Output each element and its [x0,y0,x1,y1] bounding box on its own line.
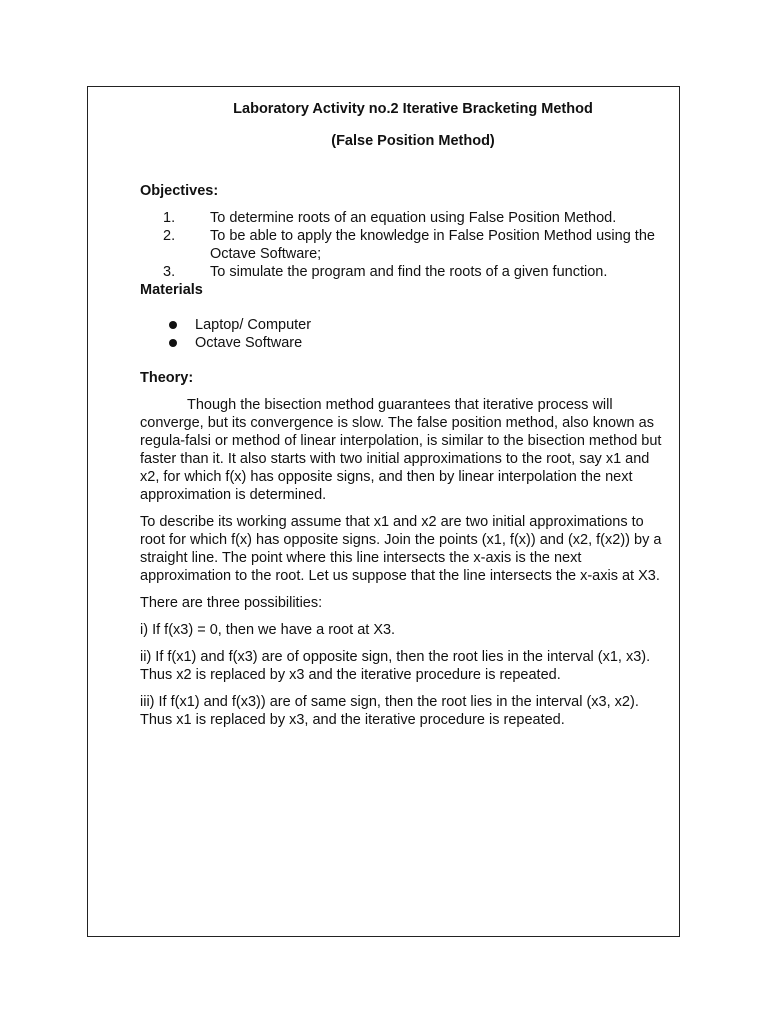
theory-paragraph: There are three possibilities: [140,595,323,611]
objectives-list [140,209,665,281]
theory-paragraph: ii) If f(x1) and f(x3) are of opposite sign, then the root lies in the interval (x1, x3). Thus x2 is replaced by x3 and the iterative procedure is repeated. [140,649,651,683]
materials-heading: Materials [140,282,203,298]
objective-text: To determine roots of an equation using False Position Method. [210,210,617,226]
objective-item [140,263,665,281]
theory-paragraph: To describe its working assume that x1 and x2 are two initial approximations to root for which f(x) has opposite signs. Join the points (x1, f(x)) and (x2, f(x2)) by a straight line. The point where this line intersects the x-axis is the next approximation to the root. Let us suppose that the line intersects the x-axis at X3. [140,514,662,584]
theory-heading: Theory: [140,370,194,386]
page-frame [87,86,680,937]
document-body [140,182,665,738]
objective-item [140,209,665,227]
material-item [140,334,665,352]
objective-number: 1. [163,210,176,226]
objective-number: 3. [163,264,176,280]
material-text: Laptop/ Computer [195,317,312,333]
objectives-heading: Objectives: [140,183,219,199]
theory-paragraph: iii) If f(x1) and f(x3)) are of same sign, then the root lies in the interval (x3, x2). Thus x1 is replaced by x3, and the iterative procedure is repeated. [140,694,639,728]
bullet-icon [169,321,177,329]
materials-list [140,316,665,352]
material-text: Octave Software [195,335,303,351]
objective-text-continued: Octave Software; [210,246,322,262]
theory-paragraph: Though the bisection method guarantees that iterative process will converge, but its convergence is slow. The false position method, also known as regula-falsi or method of linear interpolation, is similar to the bisection method but faster than it. It also starts with two initial approximations to the root, say x1 and x2, for which f(x) has opposite signs, and then by linear interpolation the next approximation is determined. [140,397,662,503]
objective-text: To be able to apply the knowledge in False Position Method using the [210,228,655,244]
objective-number: 2. [163,228,176,244]
material-item [140,316,665,334]
document-subtitle: (False Position Method) [331,133,495,149]
document-title: Laboratory Activity no.2 Iterative Bracketing Method [233,101,593,117]
objective-item [140,227,665,263]
theory-paragraph: i) If f(x3) = 0, then we have a root at X3. [140,622,396,638]
bullet-icon [169,339,177,347]
objective-text: To simulate the program and find the roots of a given function. [210,264,608,280]
